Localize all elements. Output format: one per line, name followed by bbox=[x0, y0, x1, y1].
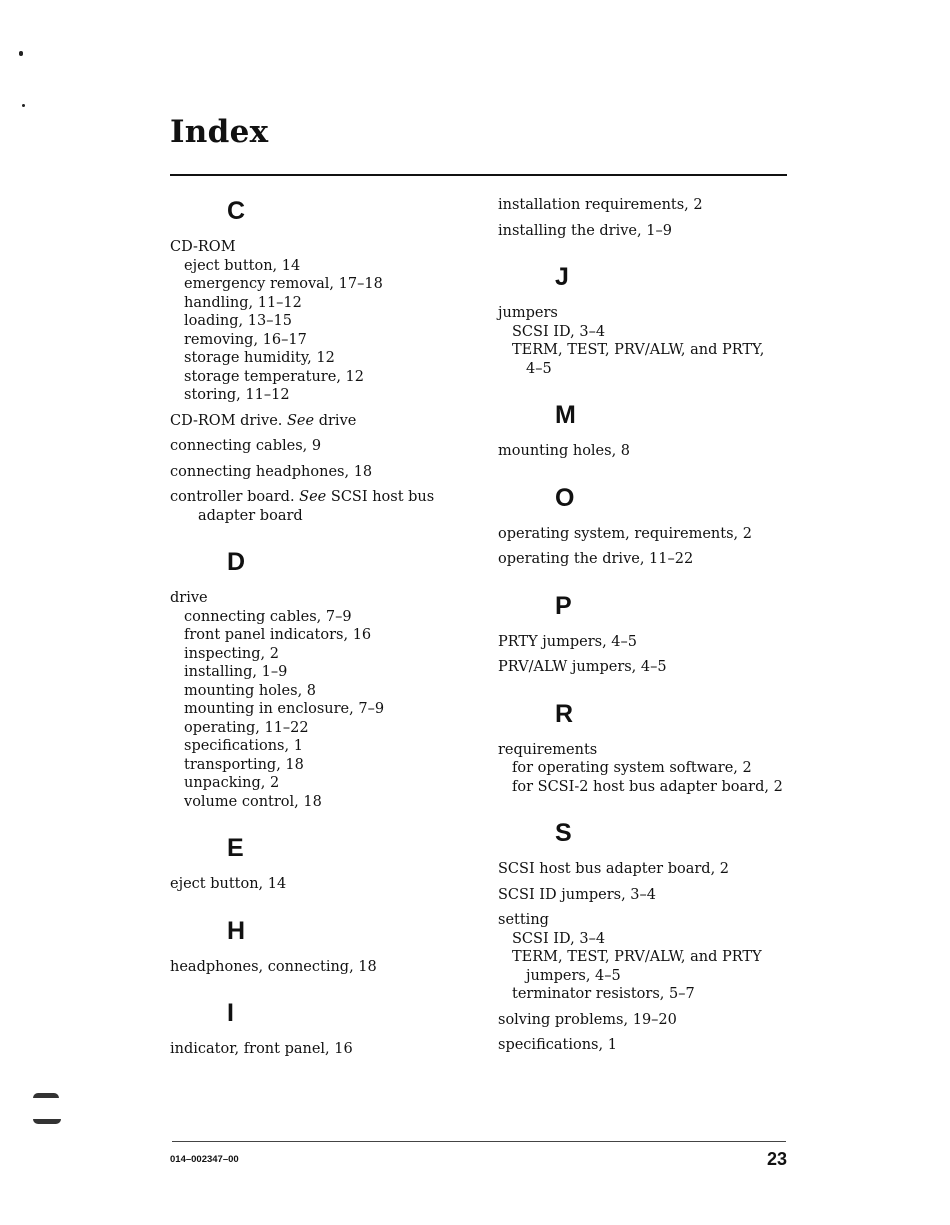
index-column-right bbox=[498, 196, 798, 1077]
index-section bbox=[170, 833, 470, 894]
index-section bbox=[170, 998, 470, 1059]
index-entry bbox=[498, 658, 798, 677]
entry-subheading: eject button, 14 bbox=[184, 257, 301, 274]
index-entry bbox=[498, 550, 798, 569]
section-letter: M bbox=[555, 401, 576, 429]
entry-subheading: connecting cables, 7–9 bbox=[184, 608, 352, 625]
entry-heading: connecting cables, 9 bbox=[170, 438, 322, 454]
entry-continuation: jumpers, 4–5 bbox=[526, 967, 621, 984]
entry-subheading: mounting in enclosure, 7–9 bbox=[184, 701, 385, 717]
entry-heading: installation requirements, 2 bbox=[498, 197, 703, 213]
entry-heading: operating system, requirements, 2 bbox=[498, 525, 752, 542]
section-letter: R bbox=[555, 699, 574, 728]
entry-heading: indicator, front panel, 16 bbox=[170, 1041, 353, 1057]
entry-subheading: loading, 13–15 bbox=[184, 313, 292, 329]
entry-subheading: specifications, 1 bbox=[184, 738, 303, 754]
section-letter: H bbox=[227, 916, 246, 945]
index-section bbox=[498, 483, 798, 569]
entry-heading: eject button, 14 bbox=[170, 876, 287, 892]
index-entry bbox=[170, 875, 470, 894]
index-entry bbox=[498, 196, 798, 215]
page-number: 23 bbox=[766, 1149, 787, 1169]
entry-heading: specifications, 1 bbox=[498, 1037, 617, 1053]
entry-continuation: adapter board bbox=[198, 507, 303, 524]
footer-rule bbox=[172, 1141, 786, 1142]
entry-subheading: TERM, TEST, PRV/ALW, and PRTY, bbox=[512, 342, 765, 358]
section-letter: J bbox=[555, 263, 569, 291]
entry-subheading: mounting holes, 8 bbox=[184, 682, 317, 699]
index-entry bbox=[498, 304, 798, 378]
index-section bbox=[170, 196, 470, 525]
entry-subheading: SCSI ID, 3–4 bbox=[512, 323, 606, 340]
index-entry bbox=[498, 860, 798, 879]
entry-continuation: 4–5 bbox=[526, 360, 552, 377]
entry-heading: PRTY jumpers, 4–5 bbox=[498, 633, 638, 650]
index-entry bbox=[170, 412, 470, 431]
section-letter: E bbox=[227, 834, 244, 862]
entry-heading: operating the drive, 11–22 bbox=[498, 551, 694, 567]
index-entry bbox=[170, 463, 470, 482]
index-entry bbox=[498, 1036, 798, 1055]
entry-subheading: TERM, TEST, PRV/ALW, and PRTY bbox=[512, 949, 762, 965]
entry-subheading: front panel indicators, 16 bbox=[184, 627, 372, 643]
index-section bbox=[498, 196, 798, 240]
entry-subheading: SCSI ID, 3–4 bbox=[512, 930, 606, 947]
index-entry bbox=[498, 525, 798, 544]
section-letter: S bbox=[555, 819, 572, 847]
section-letter: O bbox=[555, 483, 575, 512]
page-title: Index bbox=[170, 114, 269, 150]
index-section bbox=[498, 262, 798, 378]
entry-heading: controller board. See SCSI host bus bbox=[170, 489, 435, 505]
entry-heading: connecting headphones, 18 bbox=[170, 463, 373, 480]
index-entry bbox=[170, 488, 470, 525]
index-entry bbox=[498, 911, 798, 1004]
index-entry bbox=[498, 1011, 798, 1030]
see-reference: See bbox=[287, 412, 315, 429]
entry-subheading: terminator resistors, 5–7 bbox=[512, 986, 695, 1002]
entry-subheading: unpacking, 2 bbox=[184, 775, 280, 791]
entry-heading: CD-ROM bbox=[170, 239, 236, 255]
section-letter: I bbox=[227, 999, 234, 1027]
index-column-left bbox=[170, 196, 470, 1081]
entry-subheading: operating, 11–22 bbox=[184, 719, 309, 736]
index-entry bbox=[498, 222, 798, 241]
binding-mark bbox=[33, 1119, 61, 1124]
entry-subheading: storage temperature, 12 bbox=[184, 368, 364, 385]
entry-heading: headphones, connecting, 18 bbox=[170, 958, 377, 975]
index-entry bbox=[170, 238, 470, 405]
index-entry bbox=[498, 886, 798, 905]
section-letter: D bbox=[227, 548, 246, 576]
entry-subheading: transporting, 18 bbox=[184, 756, 304, 773]
index-section bbox=[498, 591, 798, 677]
section-letter: C bbox=[227, 197, 246, 225]
entry-subheading: installing, 1–9 bbox=[184, 664, 288, 680]
entry-subheading: removing, 16–17 bbox=[184, 331, 307, 348]
entry-subheading: volume control, 18 bbox=[184, 793, 322, 810]
see-reference: See bbox=[299, 489, 327, 505]
index-entry bbox=[170, 437, 470, 456]
entry-subheading: inspecting, 2 bbox=[184, 645, 279, 662]
index-section bbox=[170, 547, 470, 811]
title-rule bbox=[170, 174, 787, 176]
entry-heading: solving problems, 19–20 bbox=[498, 1011, 677, 1028]
entry-subheading: storing, 11–12 bbox=[184, 387, 290, 403]
index-section bbox=[498, 818, 798, 1055]
scan-mark bbox=[22, 104, 25, 107]
index-section bbox=[498, 699, 798, 797]
entry-subheading: storage humidity, 12 bbox=[184, 350, 335, 366]
entry-heading: CD-ROM drive. See drive bbox=[170, 412, 357, 429]
scan-mark bbox=[19, 51, 23, 56]
document-number: 014–002347–00 bbox=[170, 1154, 239, 1165]
index-section bbox=[170, 916, 470, 977]
entry-heading: requirements bbox=[498, 741, 598, 758]
index-entry bbox=[170, 1040, 470, 1059]
binding-mark bbox=[33, 1093, 59, 1098]
entry-heading: setting bbox=[498, 912, 549, 928]
entry-subheading: for operating system software, 2 bbox=[512, 760, 752, 776]
index-entry bbox=[170, 958, 470, 977]
index-section bbox=[498, 400, 798, 461]
entry-subheading: emergency removal, 17–18 bbox=[184, 276, 383, 292]
entry-heading: PRV/ALW jumpers, 4–5 bbox=[498, 659, 667, 675]
index-entry bbox=[498, 442, 798, 461]
entry-heading: SCSI ID jumpers, 3–4 bbox=[498, 886, 656, 903]
entry-heading: mounting holes, 8 bbox=[498, 443, 631, 459]
index-entry bbox=[498, 633, 798, 652]
index-entry bbox=[498, 741, 798, 797]
entry-subheading: for SCSI-2 host bus adapter board, 2 bbox=[512, 778, 783, 795]
index-entry bbox=[170, 589, 470, 811]
section-letter: P bbox=[555, 591, 572, 620]
entry-heading: jumpers bbox=[498, 305, 558, 321]
entry-heading: SCSI host bus adapter board, 2 bbox=[498, 861, 730, 877]
entry-heading: drive bbox=[170, 590, 208, 606]
entry-heading: installing the drive, 1–9 bbox=[498, 222, 672, 239]
entry-subheading: handling, 11–12 bbox=[184, 294, 302, 311]
